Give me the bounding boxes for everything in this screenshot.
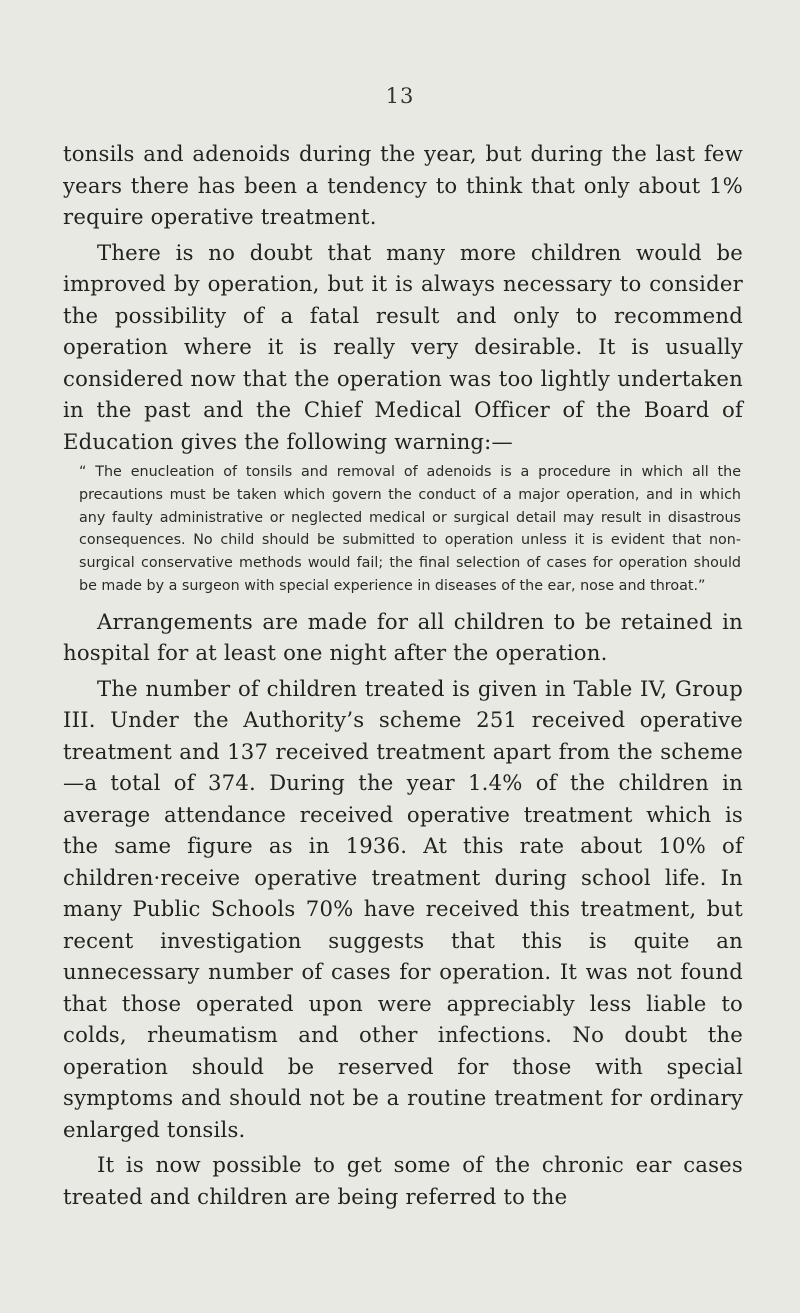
paragraph-operation-risk: There is no doubt that many more children would be improved by operation, but it is always necessary to consider the possibility of a fatal result and only to recommend operation where it is really very desirable. It is usually considered now that the operation was too lightly undertaken in the past and the Chief Medical Officer of the Board of Education gives the following warning:—: [63, 239, 743, 454]
page-number: 13: [385, 84, 415, 108]
block-quote-warning: “ The enucleation of tonsils and removal of adenoids is a procedure in which all the precautions must be taken which govern the conduct of a major operation, and in which any faulty administrative or neglected medical or surgical detail may result in disastrous consequences. No child should be submitted to operation unless it is evident that non-surgical conservative methods would fail; the final selection of cases for operation should be made by a surgeon with special experience in diseases of the ear, nose and throat.”: [79, 464, 741, 594]
paragraph-chronic-ear-cases: It is now possible to get some of the chronic ear cases treated and children are being referred to the: [63, 1152, 743, 1209]
body-text: [63, 138, 743, 1212]
paragraph-treatment-numbers: The number of children treated is given in Table IV, Group III. Under the Authority’s scheme 251 received operative treatment and 137 received treatment apart from the scheme—a total of 374. During the year 1.4% of the children in average attendance received operative treatment which is the same figure as in 1936. At this rate about 10% of children·receive operative treatment during school life. In many Public Schools 70% have received this treatment, but recent investigation suggests that this is quite an unnecessary number of cases for operation. It was not found that those operated upon were appreciably less liable to colds, rheumatism and other infections. No doubt the operation should be reserved for those with special symptoms and should not be a routine treatment for ordinary enlarged tonsils.: [63, 675, 743, 1142]
paragraph-hospital-arrangements: Arrangements are made for all children to be retained in hospital for at least one night after the operation.: [63, 608, 743, 666]
paragraph-continuation: tonsils and adenoids during the year, but during the last few years there has been a tendency to think that only about 1% require operative treatment.: [63, 141, 743, 229]
